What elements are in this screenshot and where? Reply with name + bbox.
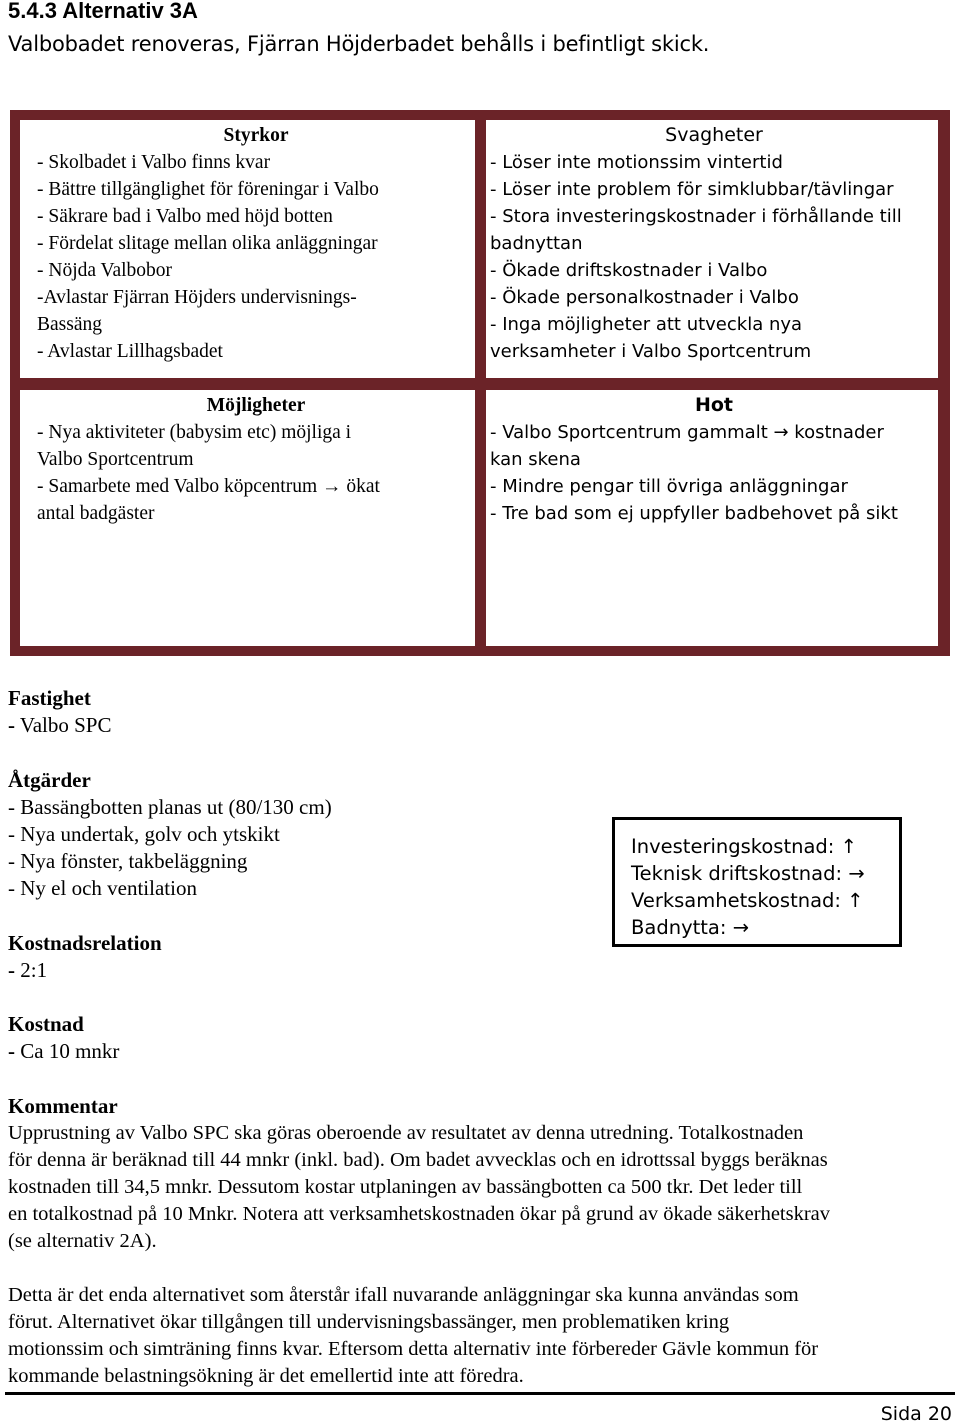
opportunity-item: - Samarbete med Valbo köpcentrum → ökat [37,476,380,497]
atgarder-section [8,767,332,902]
kommentar-label-block [8,1093,118,1120]
threat-item: kan skena [490,449,581,470]
fastighet-label: Fastighet [8,686,91,710]
kommentar-paragraph-2 [8,1282,958,1390]
atgard-item: - Ny el och ventilation [8,876,197,900]
opportunity-item: antal badgäster [37,503,155,524]
fastighet-section [8,685,111,739]
weakness-item: - Ökade driftskostnader i Valbo [490,260,768,281]
strength-item: -Avlastar Fjärran Höjders undervisnings- [37,287,357,308]
bath-utility-line: Badnytta: → [631,916,749,939]
activity-cost-line: Verksamhetskostnad: ↑ [631,889,864,912]
atgard-item: - Bassängbotten planas ut (80/130 cm) [8,795,332,819]
paragraph-line: motionssim och simträning finns kvar. Eftersom detta alternativ inte förbereder Gävle kommun för [8,1338,819,1360]
cost-summary-box [612,817,902,947]
paragraph-line: kommande belastningsökning är det emellertid inte att föredra. [8,1365,524,1387]
opportunities-title: Möjligheter [206,395,306,416]
kostnadsrelation-section [8,930,162,984]
threat-item: - Tre bad som ej uppfyller badbehovet på sikt [490,503,898,524]
weakness-item: - Stora investeringskostnader i förhållande till [490,206,902,227]
strength-item: - Avlastar Lillhagsbadet [37,341,223,362]
paragraph-line: (se alternativ 2A). [8,1230,157,1252]
swot-strengths [20,120,475,378]
paragraph-line: Detta är det enda alternativet som återstår ifall nuvarande anläggningar ska kunna användas som [8,1284,799,1306]
threat-item: - Mindre pengar till övriga anläggningar [490,476,848,497]
paragraph-line: Upprustning av Valbo SPC ska göras oberoende av resultatet av denna utredning. Totalkostnaden [8,1122,804,1144]
strength-item: - Bättre tillgänglighet för föreningar i Valbo [37,179,379,200]
strength-item: - Säkrare bad i Valbo med höjd botten [37,206,333,227]
weakness-item: - Löser inte motionssim vintertid [490,152,783,173]
kostnad-section [8,1011,119,1065]
investment-cost-line: Investeringskostnad: ↑ [631,835,857,858]
paragraph-line: en totalkostnad på 10 Mnkr. Notera att verksamhetskostnaden ökar på grund av ökade säkerhetskrav [8,1203,831,1225]
weakness-item: - Löser inte problem för simklubbar/tävlingar [490,179,894,200]
kostnadsrelation-value: 2:1 [15,958,48,982]
operating-cost-line: Teknisk driftskostnad: → [631,862,865,885]
paragraph-line: förut. Alternativet ökar tillgången till undervisningsbassänger, men problematiken kring [8,1311,730,1333]
threats-title: Hot [694,394,734,416]
weakness-item: - Inga möjligheter att utveckla nya [490,314,803,335]
section-subheading: Valbobadet renoveras, Fjärran Höjderbadet behålls i befintligt skick. [8,32,710,56]
atgarder-label: Åtgärder [8,768,91,792]
page-number: Sida 20 [880,1403,952,1425]
footer-divider [5,1392,955,1395]
kostnad-label: Kostnad [8,1012,84,1036]
kostnad-value: Ca 10 mnkr [15,1039,120,1063]
section-heading: 5.4.3 Alternativ 3A [8,0,198,23]
strength-item: - Fördelat slitage mellan olika anläggningar [37,233,378,254]
strengths-title: Styrkor [223,125,289,146]
swot-matrix [10,110,950,656]
strength-item: Bassäng [37,314,102,335]
kostnadsrelation-dash: - [8,958,15,982]
weaknesses-title: Svagheter [665,124,763,146]
kostnadsrelation-label: Kostnadsrelation [8,931,162,955]
kommentar-paragraph-1 [8,1120,958,1255]
fastighet-value: Valbo SPC [15,713,112,737]
atgard-item: - Nya fönster, takbeläggning [8,849,248,873]
fastighet-dash: - [8,713,15,737]
paragraph-line: för denna är beräknad till 44 mnkr (inkl. bad). Om badet avvecklas och en idrottssal byggs beräknas [8,1149,828,1171]
opportunity-item: Valbo Sportcentrum [37,449,194,470]
strength-item: - Nöjda Valbobor [37,260,173,281]
kommentar-label: Kommentar [8,1094,118,1118]
threat-item: - Valbo Sportcentrum gammalt → kostnader [490,422,884,443]
swot-threats [486,390,938,646]
paragraph-line: kostnaden till 34,5 mnkr. Dessutom kostar utplaningen av bassängbotten ca 500 tkr. Det leder till [8,1176,803,1198]
strength-item: - Skolbadet i Valbo finns kvar [37,152,271,173]
swot-opportunities [20,390,475,646]
weakness-item: badnyttan [490,233,583,254]
opportunity-item: - Nya aktiviteter (babysim etc) möjliga i [37,422,352,443]
atgard-item: - Nya undertak, golv och ytskikt [8,822,280,846]
kostnad-dash: - [8,1039,15,1063]
swot-weaknesses [486,120,938,378]
weakness-item: - Ökade personalkostnader i Valbo [490,287,799,308]
weakness-item: verksamheter i Valbo Sportcentrum [490,341,812,362]
